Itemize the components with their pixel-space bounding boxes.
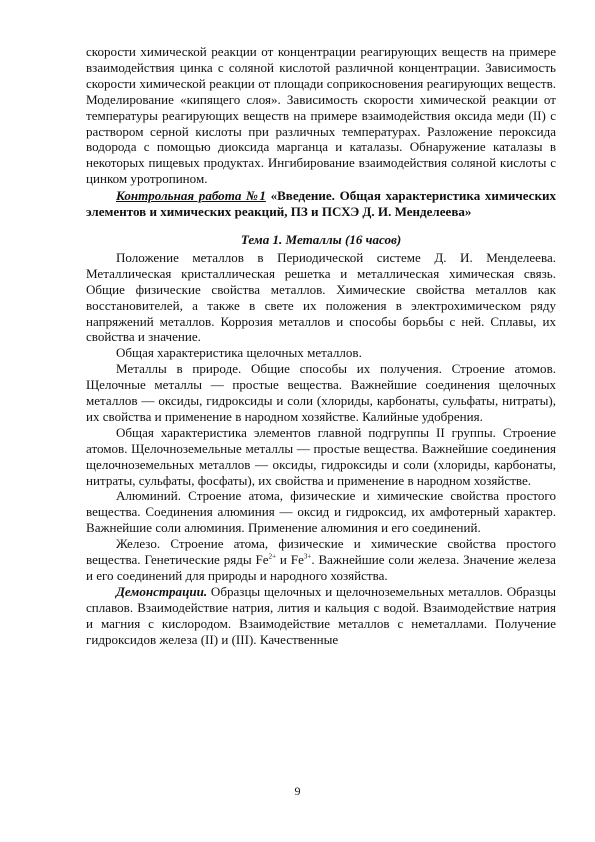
iron-text-a: Железо. Строение атома, физические и химические свойства простого вещества. Генетические ряды Fe [86,536,556,568]
paragraph-demonstrations [86,584,556,648]
intro-paragraph: скорости химической реакции от концентрации реагирующих веществ на примере взаимодействия цинка с соляной кислотой различной концентрации. Зависимость скорости химической реакции от площади соприкосновения реагирующих веществ. Моделирование «кипящего слоя». Зависимость скорости химической реакции от температуры реагирующих веществ на примере взаимодействия оксида меди (II) с раствором серной кислоты при различных температурах. Разложение пероксида водорода с помощью диоксида марганца и каталазы. Обнаружение каталазы в некоторых пищевых продуктах. Ингибирование взаимодействия соляной кислоты с цинком уротропином. [86,44,556,187]
iron-text-c: . Важнейшие соли железа. Значение железа и его соединений для природы и народного хозяйства. [86,552,556,583]
paragraph-metals-position: Положение металлов в Периодической системе Д. И. Менделеева. Металлическая кристаллическая решетка и металлическая химическая связь. Общие физические свойства металлов. Химические свойства металлов как восстановителей, а также в свете их положения в электрохимическом ряду напряжений металлов. Коррозия металлов и способы борьбы с ней. Сплавы, их свойства и значение. [86,249,556,345]
topic-title [86,232,556,248]
paragraph-alkali-overview: Общая характеристика щелочных металлов. [116,345,362,361]
paragraph-iron [86,536,556,584]
test-heading: Контрольная работа №1 [116,188,266,204]
test-title: «Введение. Общая характеристика химических элементов и химических реакций, ПЗ и ПСХЭ Д. И. Менделеева» [86,188,557,220]
demo-text: Образцы щелочных и щелочноземельных металлов. Образцы сплавов. Взаимодействие натрия, лития и кальция с водой. Взаимодействие натрия и магния с кислородом. Взаимодействие металлов с неметаллами. Получение гидроксидов железа (II) и (III). Качественные [86,583,556,647]
iron-charge-3: 3+ [303,552,312,561]
page-number: 9 [294,784,301,798]
demo-label: Демонстрации. [116,583,208,599]
paragraph-group-ii: Общая характеристика элементов главной подгруппы II группы. Строение атомов. Щелочноземельные металлы — простые вещества. Важнейшие соединения щелочноземельных металлов — оксиды, гидроксиды и соли (хлориды, карбонаты, нитраты, сульфаты, фосфаты), их свойства и применение в народном хозяйстве. [86,424,556,488]
topic-title-text: Тема 1. Металлы (16 часов) [240,231,402,247]
iron-text-b: и Fe [276,552,304,568]
page-body [86,44,556,648]
iron-charge-2: 2+ [268,552,277,561]
paragraph-aluminium: Алюминий. Строение атома, физические и химические свойства простого вещества. Соединения алюминия — оксид и гидроксид, их амфотерный характер. Важнейшие соли алюминия. Применение алюминия и его соединений. [86,488,556,536]
test-paragraph [86,188,556,220]
paragraph-alkali-details: Металлы в природе. Общие способы их получения. Строение атомов. Щелочные металлы — простые вещества. Важнейшие соединения щелочных металлов — оксиды, гидроксиды и соли (хлориды, карбонаты, сульфаты, нитраты), их свойства и применение в народном хозяйстве. Калийные удобрения. [86,361,556,424]
